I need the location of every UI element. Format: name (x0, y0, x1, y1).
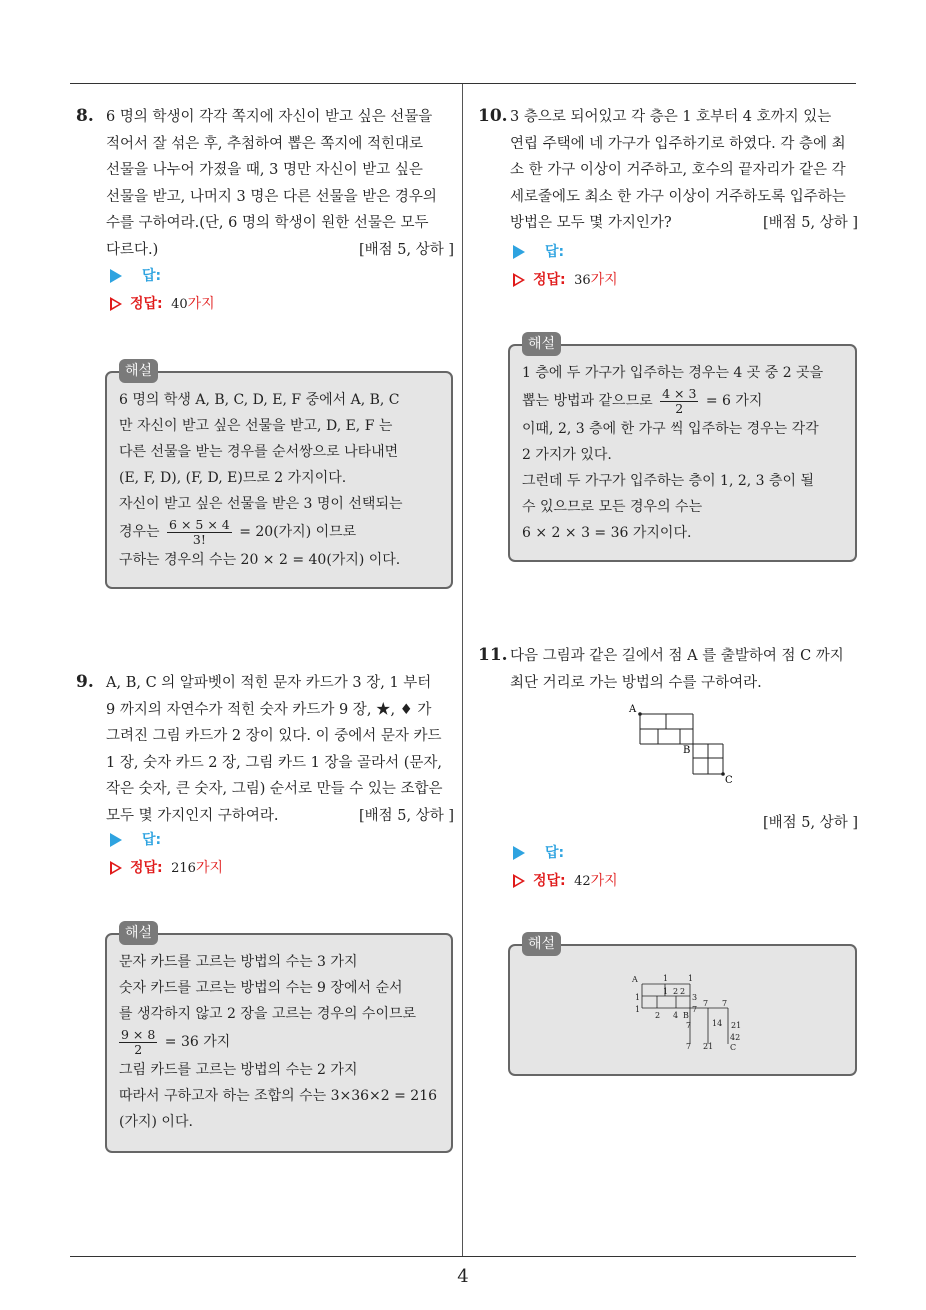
solution-line: 자신이 받고 싶은 선물을 받은 3 명이 선택되는 (119, 496, 403, 512)
solution-text: = 6 가지 (705, 393, 763, 409)
problem-11-line: 최단 거리로 가는 방법의 수를 구하여라. (510, 674, 762, 691)
problem-8-line: 다르다.) (106, 241, 159, 258)
outline-play-icon (513, 273, 525, 287)
problem-9-line: 작은 숫자, 큰 숫자, 그림) 순서로 만들 수 있는 조합은 (106, 781, 443, 797)
problem-10-line: 방법은 모두 몇 가지인가? (510, 215, 672, 231)
solution-line (119, 517, 439, 547)
answer-label: 답: (545, 845, 565, 861)
grid-path-figure (625, 700, 740, 790)
fraction-numerator: 9 × 8 (121, 1026, 156, 1042)
outline-play-icon (110, 297, 122, 311)
solution-line: 만 자신이 받고 싶은 선물을 받고, D, E, F 는 (119, 418, 393, 434)
path-count: 1 (635, 1005, 641, 1014)
path-count: 7 (692, 1005, 698, 1014)
correct-answer-line (513, 871, 618, 891)
fraction (119, 1028, 157, 1057)
path-count: 2 (680, 987, 686, 996)
path-count: 4 (673, 1011, 679, 1020)
answer-line (513, 843, 564, 863)
solution-text: 뽑는 방법과 같으므로 (522, 393, 653, 409)
fig-label-a: A (629, 704, 637, 715)
problem-8-line: 적어서 잘 섞은 후, 추첨하여 뽑은 쪽지에 적힌대로 (106, 135, 424, 152)
problem-9-text (106, 670, 454, 829)
points-label: [배점 5, 상하 ] (762, 815, 858, 831)
path-count: 2 (655, 1011, 661, 1020)
problem-10-line: 연립 주택에 네 가구가 입주하기로 하였다. 각 층에 최 (510, 135, 846, 152)
solution-line: 2 가지가 있다. (522, 447, 612, 463)
solution-line: 수 있으므로 모든 경우의 수는 (522, 499, 703, 515)
solution-box (105, 363, 453, 589)
answer-label: 답: (545, 244, 565, 260)
answer-unit: 가지 (590, 272, 618, 288)
outline-play-icon (110, 861, 122, 875)
fraction (167, 518, 232, 547)
path-count: 1 (663, 987, 669, 996)
solution-line: 를 생각하지 않고 2 장을 고르는 경우의 수이므로 (119, 1006, 417, 1022)
svg-text:C: C (730, 1043, 737, 1052)
problem-8-line: 선물을 나누어 가졌을 때, 3 명만 자신이 받고 싶은 (106, 162, 423, 178)
path-count: 7 (703, 999, 709, 1008)
correct-answer-line (513, 270, 618, 290)
problem-11-text (510, 643, 858, 696)
solution-line: (가지) 이다. (119, 1114, 193, 1130)
solution-line: 6 × 2 × 3 = 36 가지이다. (522, 525, 692, 541)
solution-line (522, 386, 843, 416)
problem-10-number: 10. (478, 106, 508, 126)
problem-9-line: 9 까지의 자연수가 적힌 숫자 카드가 9 장, ★, ♦ 가 (106, 701, 432, 718)
answer-value: 36 (574, 273, 591, 288)
solution-text: = 36 가지 (164, 1034, 231, 1050)
path-count: 14 (712, 1019, 723, 1028)
answer-line (110, 266, 161, 286)
play-icon (513, 846, 525, 860)
play-icon (110, 833, 122, 847)
svg-text:B: B (683, 1011, 689, 1020)
solution-line: 다른 선물을 받는 경우를 순서쌍으로 나타내면 (119, 444, 399, 460)
fraction-denominator: 3! (192, 531, 206, 547)
solution-line: (E, F, D), (F, D, E)므로 2 가지이다. (119, 470, 347, 486)
solution-line: 숫자 카드를 고르는 방법의 수는 9 장에서 순서 (119, 980, 403, 996)
path-count: 1 (635, 993, 641, 1002)
points-label: [배점 5, 상하 ] (358, 241, 454, 258)
page-number: 4 (457, 1266, 469, 1287)
points-label: [배점 5, 상하 ] (762, 215, 858, 231)
solution-grid-figure (628, 966, 748, 1056)
play-icon (110, 269, 122, 283)
path-count: 2 (673, 987, 679, 996)
solution-line: 그림 카드를 고르는 방법의 수는 2 가지 (119, 1062, 358, 1078)
svg-text:A: A (632, 975, 638, 984)
solution-text: = 20(가지) 이므로 (239, 524, 357, 540)
play-icon (513, 245, 525, 259)
column-divider (462, 84, 463, 1257)
solution-text: 경우는 (119, 524, 160, 540)
answer-unit: 가지 (195, 860, 223, 876)
solution-line: 따라서 구하고자 하는 조합의 수는 3×36×2 = 216 (119, 1088, 438, 1104)
problem-9-line: 1 장, 숫자 카드 2 장, 그림 카드 1 장을 골라서 (문자, (106, 754, 442, 771)
answer-unit: 가지 (187, 296, 215, 312)
path-count: 1 (663, 974, 669, 983)
fraction-denominator: 2 (675, 400, 684, 416)
fraction (660, 387, 698, 416)
problem-9-number: 9. (76, 672, 94, 692)
answer-line (513, 242, 564, 262)
problem-10-line: 3 층으로 되어있고 각 층은 1 호부터 4 호까지 있는 (510, 109, 832, 125)
correct-label: 정답: (533, 272, 566, 288)
path-count: 21 (703, 1042, 714, 1051)
path-count: 1 (688, 974, 694, 983)
solution-box (105, 925, 453, 1153)
problem-8-line: 수를 구하여라.(단, 6 명의 학생이 원한 선물은 모두 (106, 215, 429, 231)
problem-10-line: 세로줄에도 최소 한 가구 이상이 거주하도록 입주하는 (510, 188, 846, 205)
path-count: 42 (730, 1033, 741, 1042)
problem-8-number: 8. (76, 106, 94, 126)
path-count: 7 (686, 1021, 692, 1030)
commentary-tag: 해설 (522, 332, 561, 356)
path-count: 7 (722, 999, 728, 1008)
commentary-tag: 해설 (119, 359, 158, 383)
path-count: 3 (692, 993, 698, 1002)
fraction-denominator: 2 (134, 1041, 143, 1057)
path-count: 21 (731, 1021, 742, 1030)
problem-9-line: 그려진 그림 카드가 2 장이 있다. 이 중에서 문자 카드 (106, 728, 442, 744)
correct-label: 정답: (533, 873, 566, 889)
problem-9-line: A, B, C 의 알파벳이 적힌 문자 카드가 3 장, 1 부터 (106, 675, 432, 691)
solution-line: 문자 카드를 고르는 방법의 수는 3 가지 (119, 954, 358, 970)
answer-line (110, 830, 161, 850)
fraction-numerator: 4 × 3 (662, 385, 697, 401)
problem-10-text (510, 104, 858, 237)
outline-play-icon (513, 874, 525, 888)
solution-line (119, 1027, 439, 1057)
problem-11-line: 다음 그림과 같은 길에서 점 A 를 출발하여 점 C 까지 (510, 648, 844, 664)
correct-label: 정답: (130, 296, 163, 312)
commentary-tag: 해설 (522, 932, 561, 956)
answer-value: 216 (171, 861, 196, 876)
fraction-numerator: 6 × 5 × 4 (169, 516, 230, 532)
answer-value: 42 (574, 874, 591, 889)
points-label: [배점 5, 상하 ] (358, 807, 454, 824)
fig-label-c: C (725, 775, 733, 786)
problem-8-text (106, 104, 454, 263)
correct-answer-line (110, 294, 215, 314)
correct-answer-line (110, 858, 223, 878)
problem-8-line: 6 명의 학생이 각각 쪽지에 자신이 받고 싶은 선물을 (106, 109, 433, 125)
path-count: 7 (686, 1042, 692, 1051)
solution-line: 6 명의 학생 A, B, C, D, E, F 중에서 A, B, C (119, 392, 400, 408)
problem-10-line: 소 한 가구 이상이 거주하고, 호수의 끝자리가 같은 각 (510, 162, 846, 178)
bottom-rule (70, 1256, 856, 1257)
solution-line: 이때, 2, 3 층에 한 가구 씩 입주하는 경우는 각각 (522, 421, 819, 437)
top-rule (70, 83, 856, 84)
solution-line: 그런데 두 가구가 입주하는 층이 1, 2, 3 층이 될 (522, 473, 815, 489)
correct-label: 정답: (130, 860, 163, 876)
points-line (510, 810, 858, 837)
fig-label-b: B (683, 745, 691, 756)
answer-unit: 가지 (590, 873, 618, 889)
problem-11-number: 11. (478, 645, 508, 665)
answer-label: 답: (142, 832, 162, 848)
commentary-tag: 해설 (119, 921, 158, 945)
problem-9-line: 모두 몇 가지인지 구하여라. (106, 807, 279, 824)
problem-8-line: 선물을 받고, 나머지 3 명은 다른 선물을 받은 경우의 (106, 188, 437, 205)
answer-value: 40 (171, 297, 188, 312)
solution-line: 구하는 경우의 수는 20 × 2 = 40(가지) 이다. (119, 552, 401, 568)
solution-line: 1 층에 두 가구가 입주하는 경우는 4 곳 중 2 곳을 (522, 365, 824, 381)
answer-label: 답: (142, 268, 162, 284)
solution-box (508, 936, 857, 1076)
solution-box (508, 336, 857, 562)
